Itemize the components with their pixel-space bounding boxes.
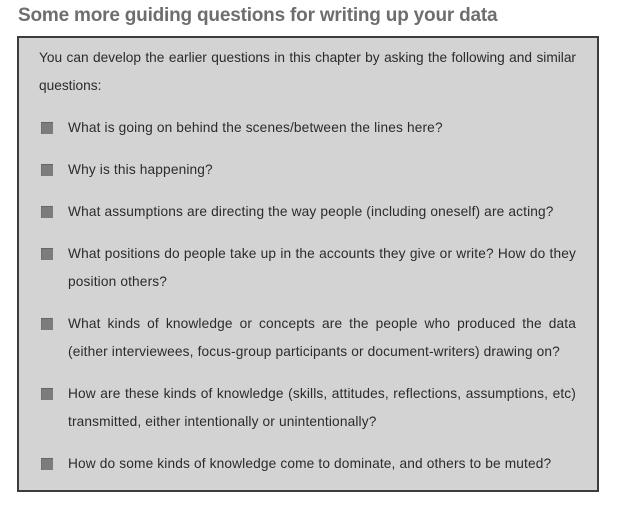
square-bullet-icon (41, 122, 53, 134)
question-item (39, 450, 576, 478)
square-bullet-icon (41, 164, 53, 176)
question-text: What assumptions are directing the way people (including oneself) are acting? (68, 204, 554, 219)
square-bullet-icon (41, 248, 53, 260)
square-bullet-icon (41, 206, 53, 218)
question-text: How do some kinds of knowledge come to dominate, and others to be muted? (68, 456, 552, 471)
question-item (39, 380, 576, 436)
square-bullet-icon (41, 458, 53, 470)
question-list (39, 114, 576, 478)
question-text: Why is this happening? (68, 162, 213, 177)
question-text: What positions do people take up in the accounts they give or write? How do they position others? (68, 246, 576, 289)
square-bullet-icon (41, 318, 53, 330)
question-item (39, 114, 576, 142)
question-item (39, 198, 576, 226)
page-title: Some more guiding questions for writing up your data (18, 5, 498, 26)
question-item (39, 310, 576, 366)
question-text: How are these kinds of knowledge (skills, attitudes, reflections, assumptions, etc) transmitted, either intentionally or unintentionally? (68, 386, 576, 429)
question-item (39, 156, 576, 184)
question-text: What is going on behind the scenes/between the lines here? (68, 120, 443, 135)
square-bullet-icon (41, 388, 53, 400)
questions-box (17, 36, 599, 492)
question-text: What kinds of knowledge or concepts are the people who produced the data (either interviewees, focus-group participants or document-writers) drawing on? (68, 316, 576, 359)
box-intro: You can develop the earlier questions in this chapter by asking the following and similar questions: (39, 50, 576, 93)
question-item (39, 240, 576, 296)
